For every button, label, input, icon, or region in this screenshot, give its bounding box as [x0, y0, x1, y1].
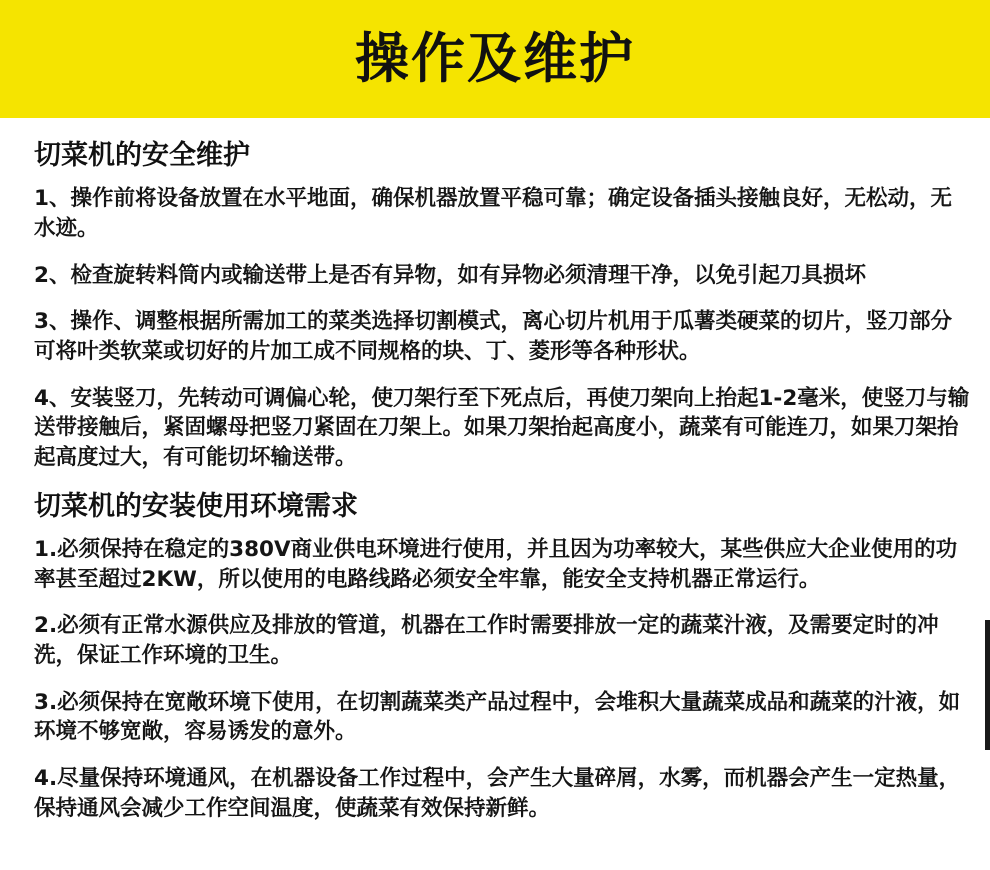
page-title: 操作及维护	[355, 27, 635, 90]
page-edge-marker	[985, 620, 990, 750]
page-banner	[0, 0, 990, 118]
section-installation-environment	[34, 491, 972, 824]
section-heading-environment: 切菜机的安装使用环境需求	[34, 490, 358, 522]
paragraph: 4、安装竖刀，先转动可调偏心轮，使刀架行至下死点后，再使刀架向上抬起1-2毫米，使竖刀与输送带接触后，紧固螺母把竖刀紧固在刀架上。如果刀架抬起高度小，蔬菜有可能连刀，如果刀架抬起高度过大，有可能切坏输送带。	[34, 385, 970, 470]
paragraph: 4.尽量保持环境通风，在机器设备工作过程中，会产生大量碎屑，水雾，而机器会产生一定热量，保持通风会减少工作空间温度，使蔬菜有效保持新鲜。	[34, 765, 961, 821]
paragraph: 2.必须有正常水源供应及排放的管道，机器在工作时需要排放一定的蔬菜汁液，及需要定时的冲洗，保证工作环境的卫生。	[34, 613, 939, 668]
section-heading-safety: 切菜机的安全维护	[34, 140, 250, 171]
paragraph: 1.必须保持在稳定的380V商业供电环境进行使用，并且因为功率较大，某些供应大企业使用的功率甚至超过2KW，所以使用的电路线路必须安全牢靠，能安全支持机器正常运行。	[34, 537, 958, 592]
paragraph: 2、检查旋转料筒内或输送带上是否有异物，如有异物必须清理干净，以免引起刀具损坏	[34, 262, 866, 288]
paragraph: 3、操作、调整根据所需加工的菜类选择切割模式，离心切片机用于瓜薯类硬菜的切片，竖刀部分可将叶类软菜或切好的片加工成不同规格的块、丁、菱形等各种形状。	[34, 309, 952, 365]
paragraph: 3.必须保持在宽敞环境下使用，在切割蔬菜类产品过程中，会堆积大量蔬菜成品和蔬菜的汁液，如环境不够宽敞，容易诱发的意外。	[34, 689, 961, 745]
paragraph: 1、操作前将设备放置在水平地面，确保机器放置平稳可靠；确定设备插头接触良好，无松动，无水迹。	[34, 186, 952, 242]
section-safety-maintenance	[34, 140, 972, 473]
document-body	[0, 118, 990, 823]
